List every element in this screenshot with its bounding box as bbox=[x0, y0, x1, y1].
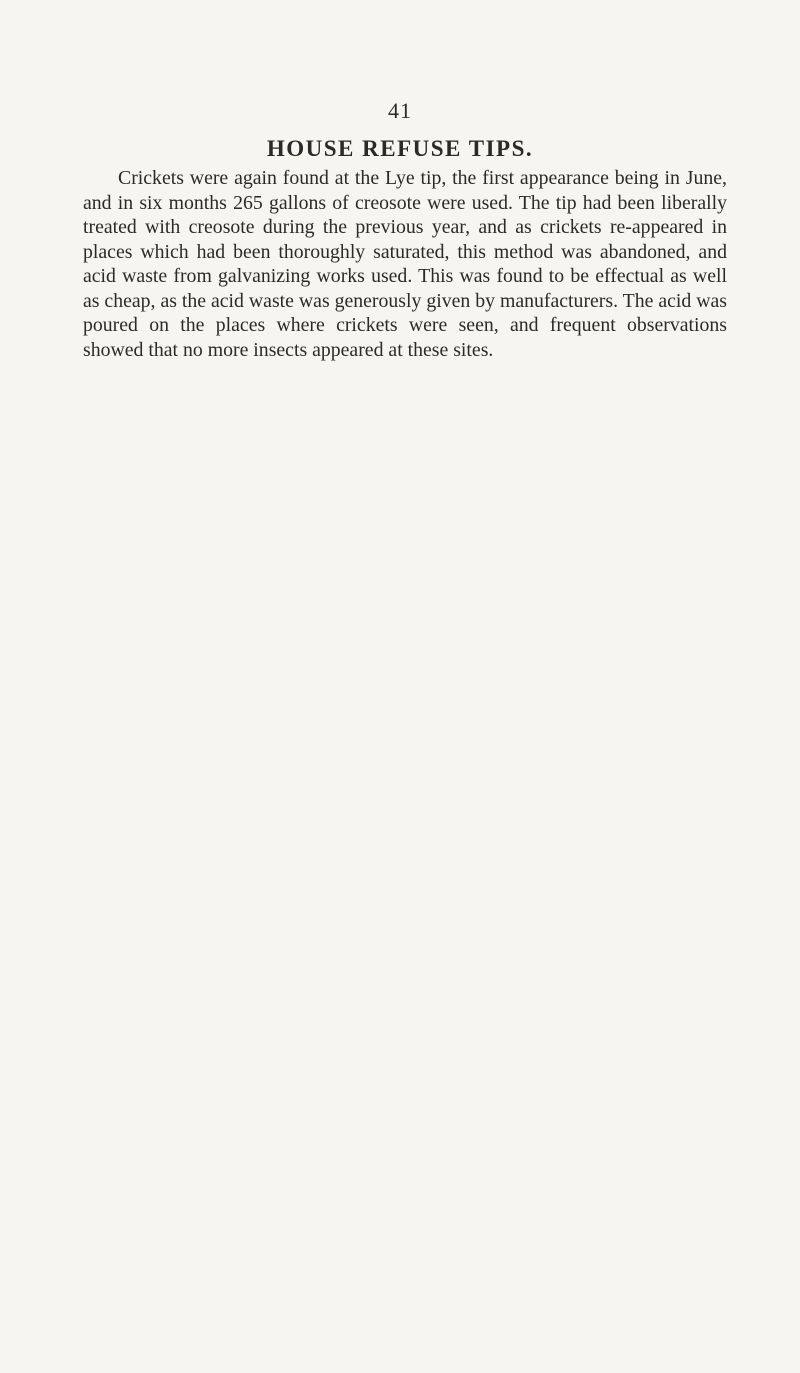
page-number: 41 bbox=[388, 98, 412, 123]
section-heading: HOUSE REFUSE TIPS. bbox=[266, 136, 534, 161]
body-paragraph: Crickets were again found at the Lye tip, the first appearance being in June, and in six months 265 gallons of creosote were used. The tip had been liberally treated with creosote during the previous year, and as crickets re-appeared in places which had been thoroughly saturated, this method was abandoned, and acid waste from galvanizing works used. This was found to be effectual as well as cheap, as the acid waste was generously given by manufacturers. The acid was poured on the places where crickets were seen, and frequent observations showed that no more insects appeared at these sites. bbox=[83, 167, 727, 361]
